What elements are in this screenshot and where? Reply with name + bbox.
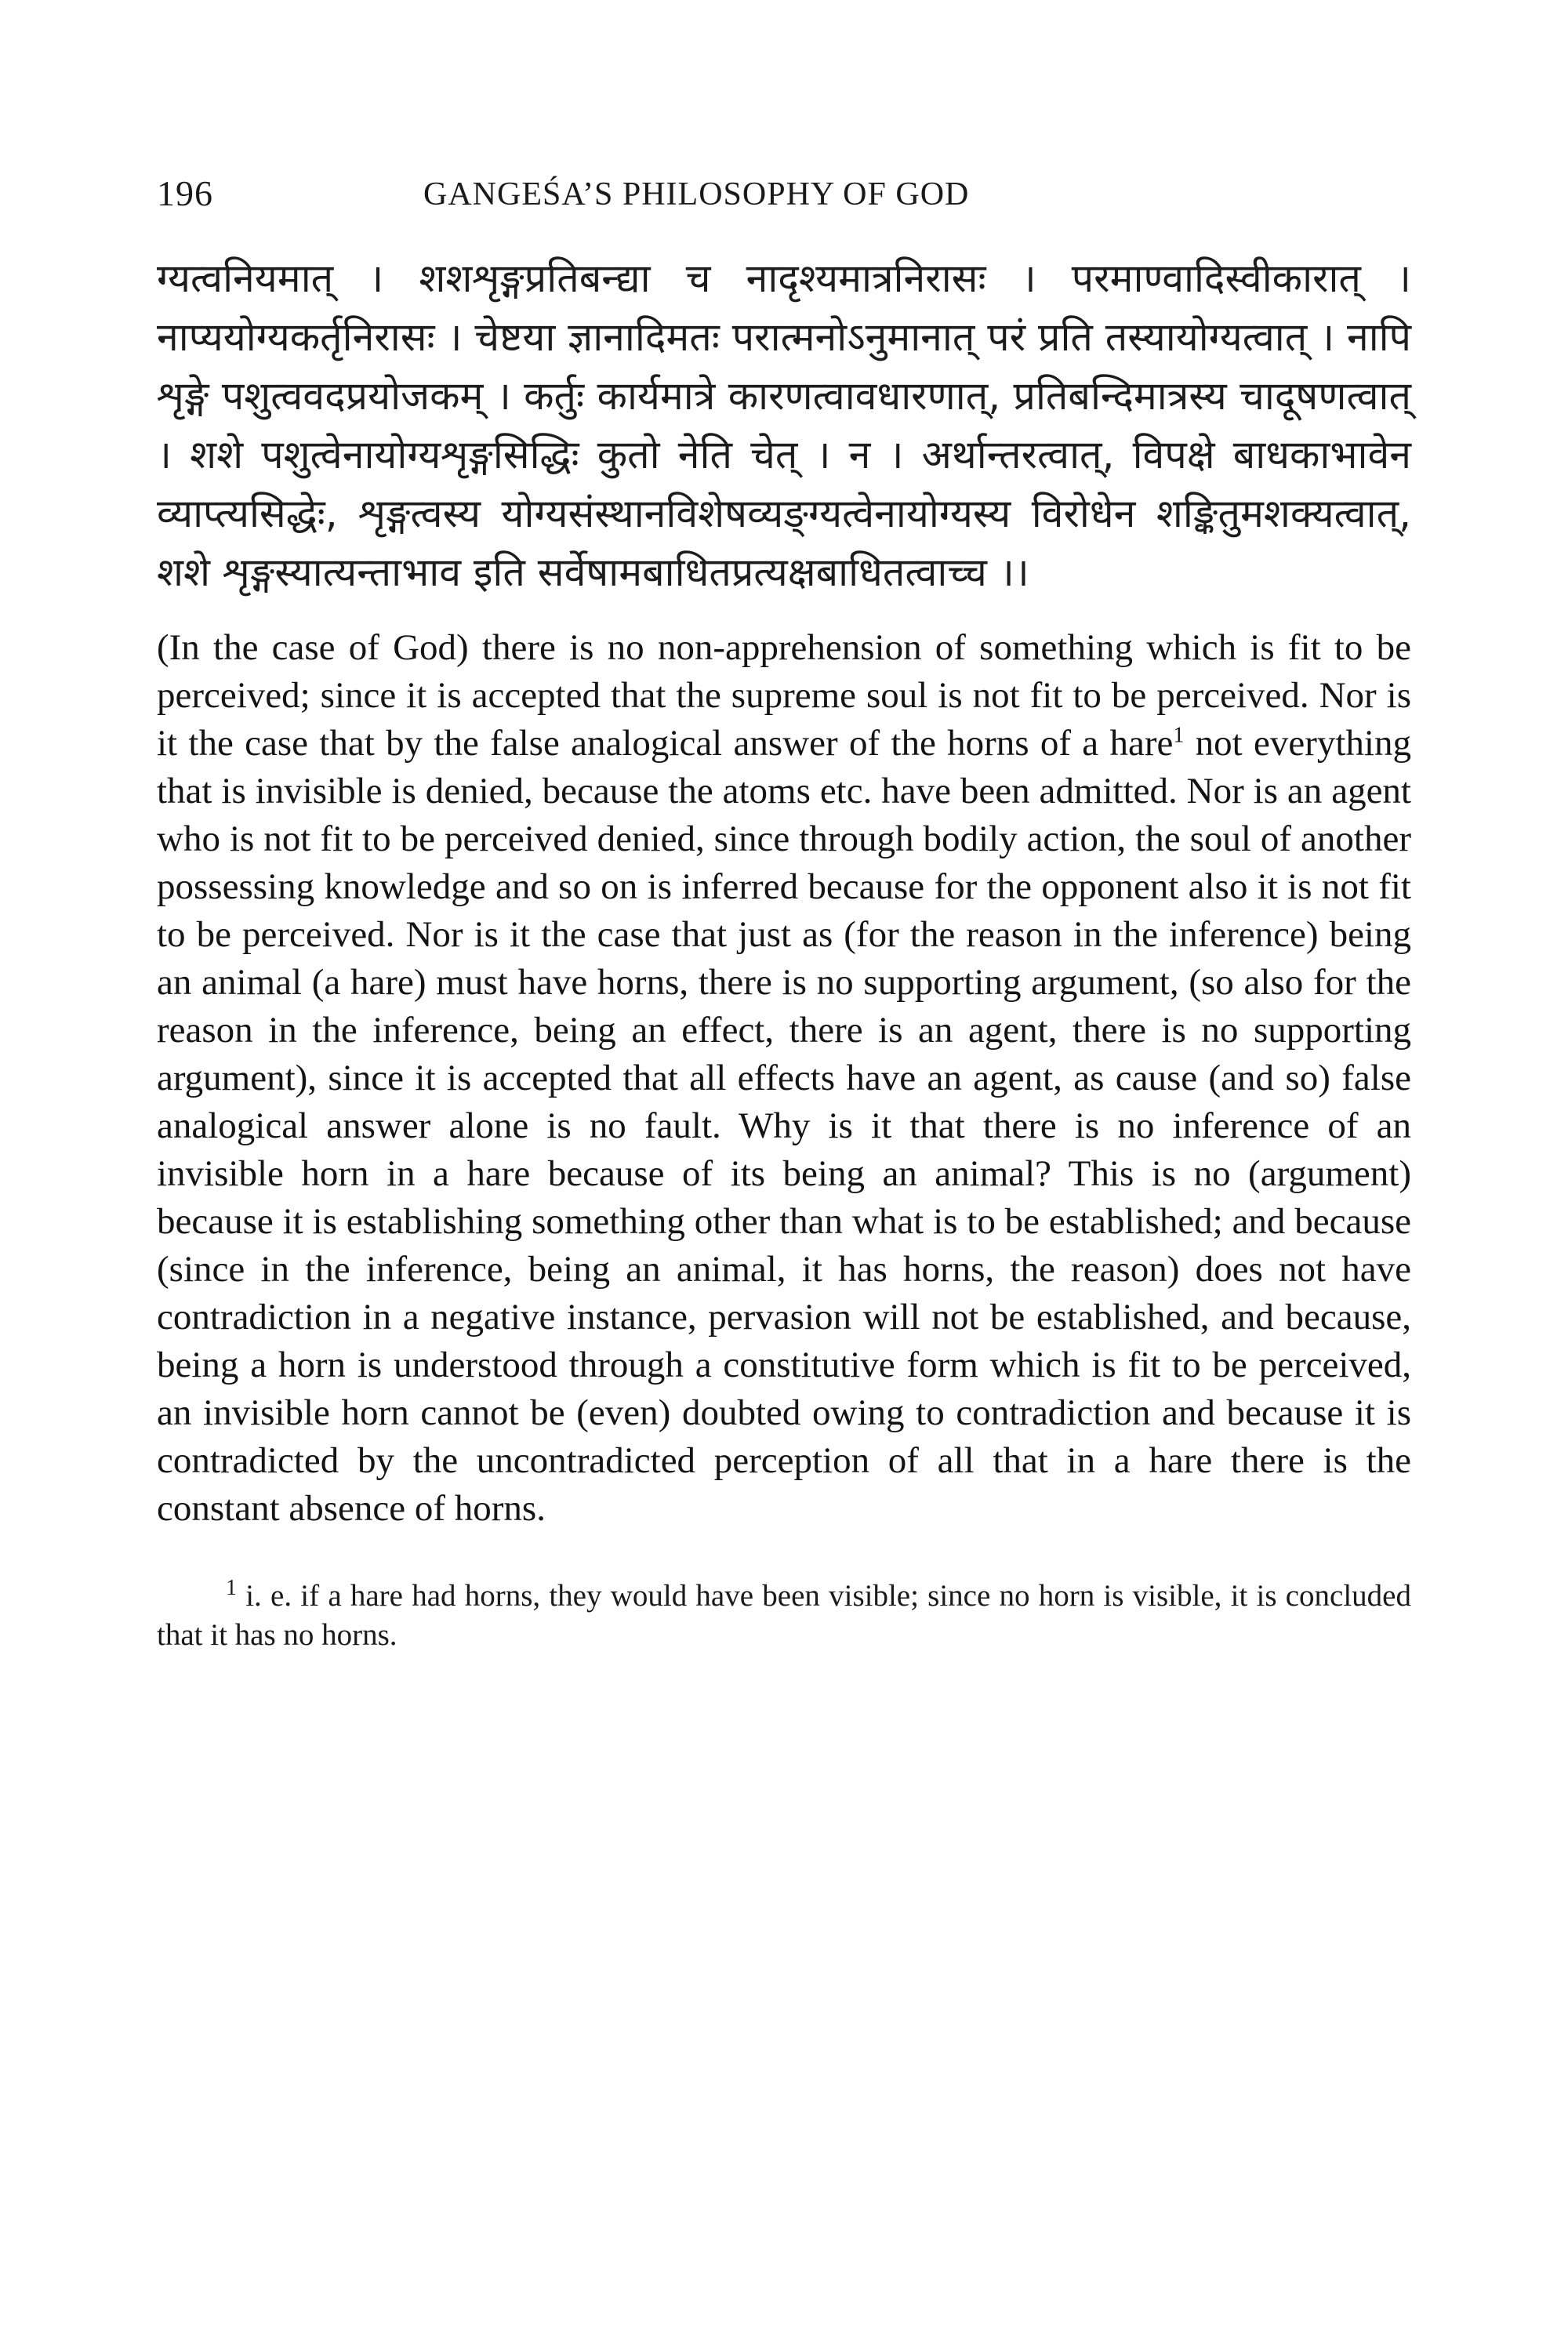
footnote-text: i. e. if a hare had horns, they would have been visible; since no horn is visible, it is concluded that it has no horns. <box>157 1579 1411 1652</box>
page-number: 196 <box>157 173 213 213</box>
sanskrit-passage: ग्यत्वनियमात् । शशशृङ्गप्रतिबन्द्या च नादृश्यमात्रनिरासः । परमाण्वादिस्वीकारात् । नाप्ययोग्यकर्तृनिरासः । चेष्टया ज्ञानादिमतः परात्मनोऽनुमानात् परं प्रति तस्यायोग्यत्वात् । नापि शृङ्गे पशुत्ववदप्रयोजकम् । कर्तुः कार्यमात्रे कारणत्वावधारणात्, प्रतिबन्दिमात्रस्य चादूषणत्वात् । शशे पशुत्वेनायोग्यशृङ्गसिद्धिः कुतो नेति चेत् । न । अर्थान्तरत्वात्, विपक्षे बाधकाभावेन व्याप्त्यसिद्धेः, शृङ्गत्वस्य योग्यसंस्थानविशेषव्यङ्ग्यत्वेनायोग्यस्य विरोधेन शङ्कितुमशक्यत्वात्, शशे शृङ्गस्यात्यन्ताभाव इति सर्वेषामबाधितप्रत्यक्षबाधितत्वाच्च ।। <box>157 256 1411 595</box>
translation-text-part1: (In the case of God) there is no non-apprehension of something which is fit to be perceived; since it is accepted that the supreme soul is not fit to be perceived. Nor is it the case that by the false analogical answer of the horns of a hare <box>157 627 1411 764</box>
footnote <box>157 1577 1411 1655</box>
running-title: GANGEŚA’S PHILOSOPHY OF GOD <box>423 176 970 212</box>
footnote-reference: 1 <box>1173 723 1185 748</box>
translation-text-part2: not everything that is invisible is denied, because the atoms etc. have been admitted. Nor is an agent who is not fit to be perceived denied, since through bodily action, the soul of another possessing knowledge and so on is inferred because for the opponent also it is not fit to be perceived. Nor is it the case that just as (for the reason in the inference) being an animal (a hare) must have horns, there is no supporting argument, (so also for the reason in the inference, being an effect, there is an agent, there is no supporting argument), since it is accepted that all effects have an agent, as cause (and so) false analogical answer alone is no fault. Why is it that there is no inference of an invisible horn in a hare because of its being an animal? This is no (argument) because it is establishing something other than what is to be established; and because (since in the inference, being an animal, it has horns, the reason) does not have contradiction in a negative instance, pervasion will not be established, and because, being a horn is understood through a constitutive form which is fit to be perceived, an invisible horn cannot be (even) doubted owing to contradiction and because it is contradicted by the uncontradicted perception of all that in a hare there is the constant absence of horns. <box>157 723 1411 1529</box>
footnote-mark: 1 <box>226 1576 237 1600</box>
english-translation <box>157 624 1411 1533</box>
page-header <box>157 172 1411 227</box>
book-page <box>157 172 1411 1655</box>
